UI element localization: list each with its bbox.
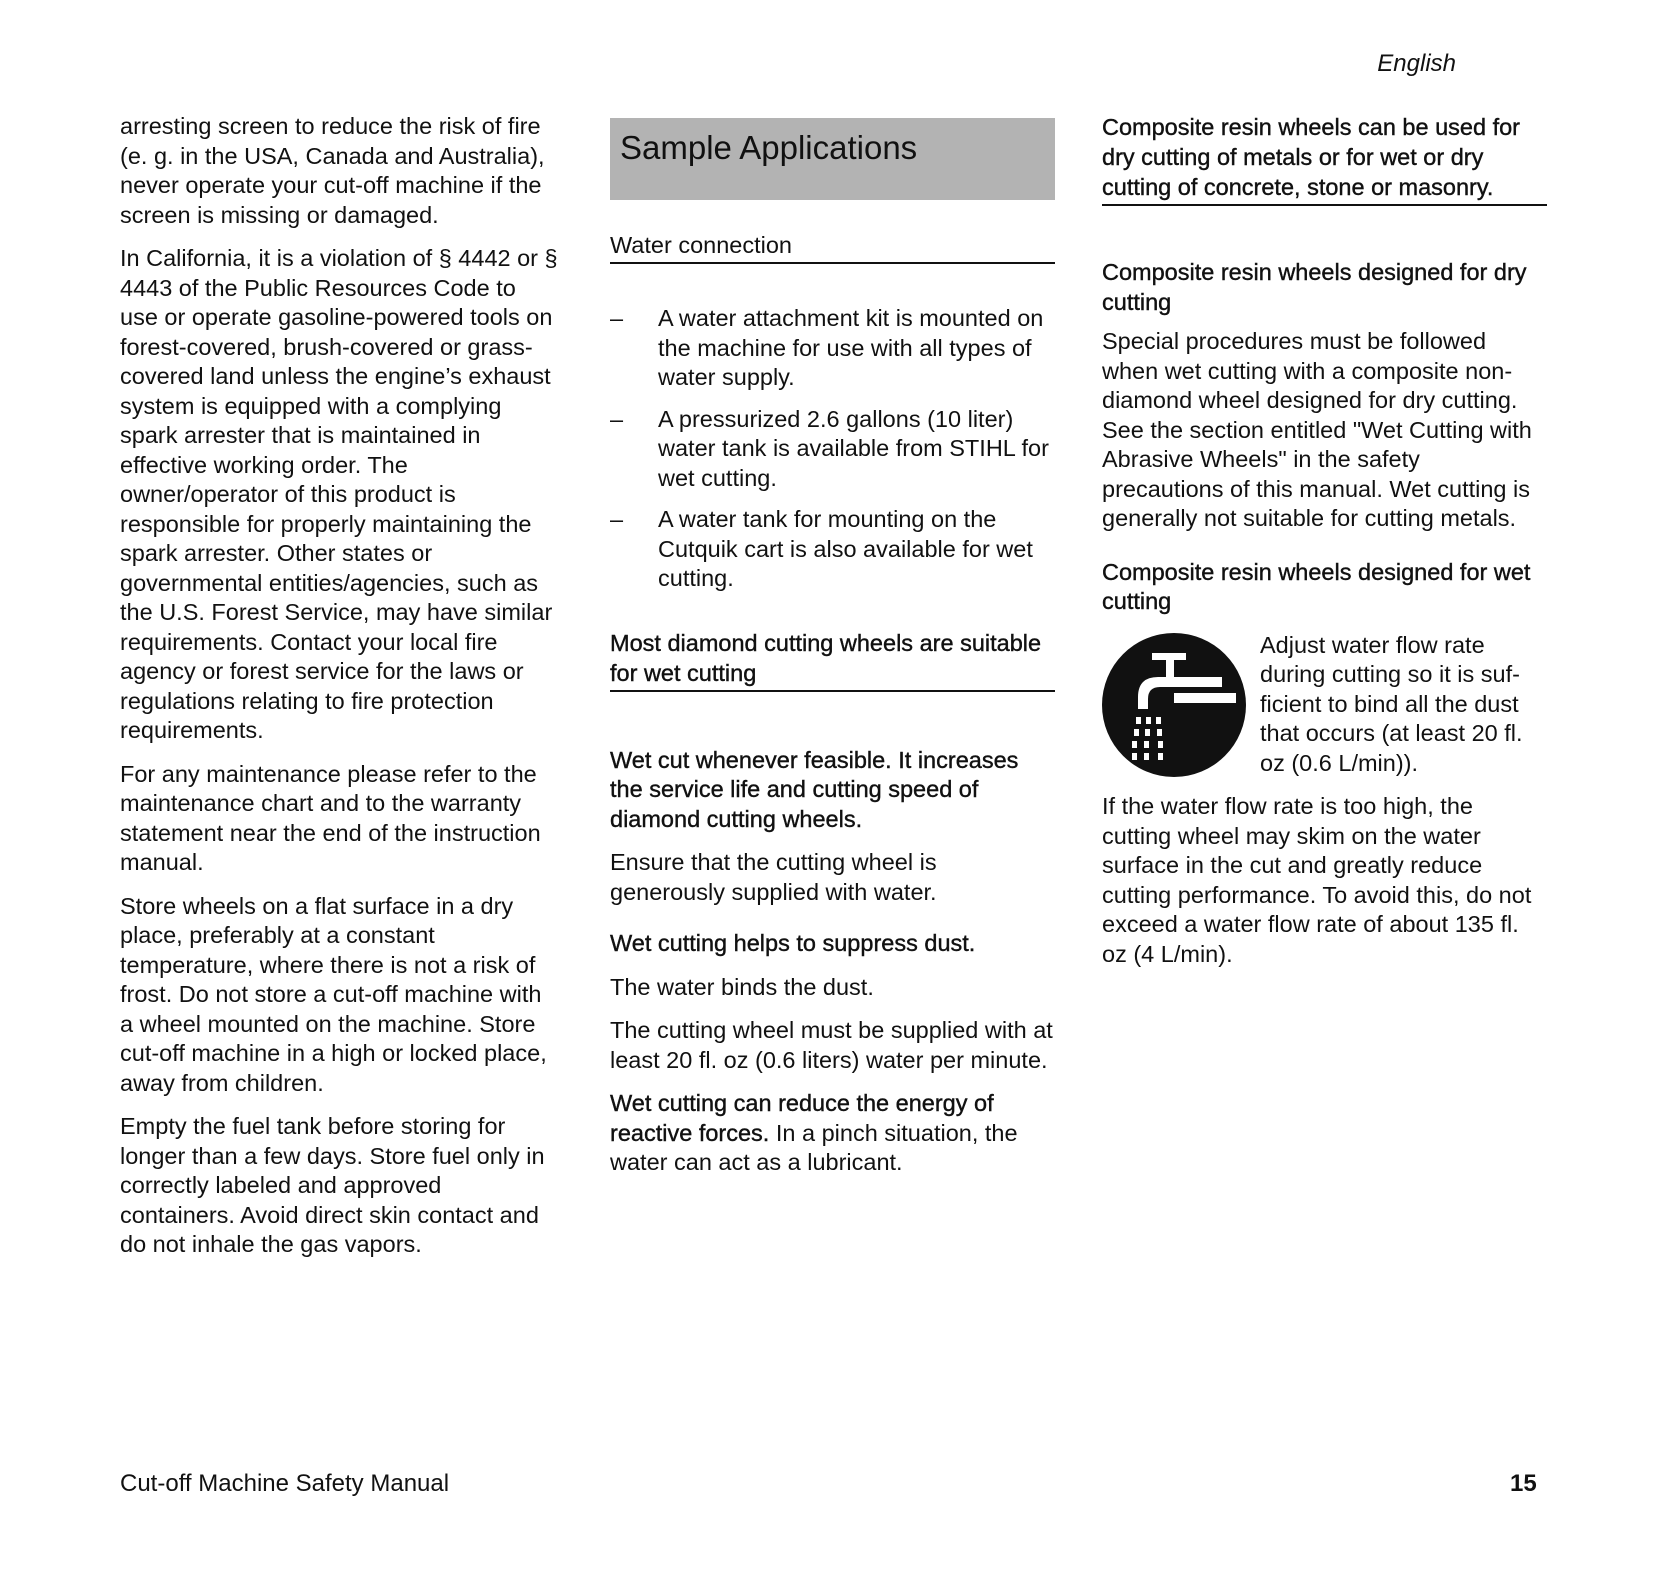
adjust-flow-text: Adjust water flow rate during cutting so it is suf-ficient to bind all the dust that occurs (at least 20 fl. oz (0.6 L/min)).	[1260, 631, 1523, 776]
language-label: English	[1377, 50, 1456, 77]
list-item	[610, 405, 1055, 494]
paragraph-store-wheels: Store wheels on a flat surface in a dry place, preferably at a constant temperature, where there is not a risk of frost. Do not store a cut-off machine with a wheel mounted on the machine. Store cut-off machine in a high or locked place, away from children.	[120, 892, 547, 1096]
reactive-rest-text: In a pinch situation, the water can act as a lubricant.	[610, 1119, 1018, 1175]
list-item	[610, 505, 1055, 594]
list-item-text: A water tank for mounting on the Cutquik cart is also available for wet cutting.	[658, 506, 1033, 591]
section-title: Sample Applications	[620, 129, 918, 166]
paragraph-screen: arresting screen to reduce the risk of fire (e. g. in the USA, Canada and Australia), never operate your cut-off machine if the screen is missing or damaged.	[120, 113, 545, 228]
water-flow-instruction	[1102, 631, 1547, 779]
column-middle	[610, 112, 1055, 1192]
flow-rate-text: If the water flow rate is too high, the cutting wheel may skim on the water surface in the cut and greatly reduce cutting performance. To avoid this, do not exceed a water flow rate of about 135 fl. oz (4 L/min).	[1102, 793, 1532, 967]
ensure-text: Ensure that the cutting wheel is generously supplied with water.	[610, 849, 937, 905]
bullet-marker: –	[610, 506, 624, 532]
list-item-text: A pressurized 2.6 gallons (10 liter) water tank is available from STIHL for wet cutting.	[658, 405, 1049, 491]
footer-title: Cut-off Machine Safety Manual	[120, 1470, 450, 1497]
paragraph-fuel: Empty the fuel tank before storing for longer than a few days. Store fuel only in correctly labeled and approved containers. Avoid direct skin contact and do not inhale the gas vapors.	[120, 1113, 545, 1257]
binds-dust-text: The water binds the dust.	[610, 973, 874, 1000]
paragraph-california: In California, it is a violation of § 4442 or § 4443 of the Public Resources Code to use or operate gasoline-powered tools on forest-covered, brush-covered or grass-covered land unless the engine’s exhaust system is equipped with a complying spark arrester that is maintained in effective working order. The owner/operator of this product is responsible for properly maintaining the spark arrester. Other states or governmental entities/agencies, such as the U.S. Forest Service, may have similar requirements. Contact your local fire agency or forest service for the laws or regulations relating to fire protection requirements.	[120, 245, 558, 743]
water-bullet-list	[610, 304, 1055, 594]
wet-cut-bold-text: Wet cut whenever feasible. It increases the service life and cutting speed of diamond cutting wheels.	[610, 746, 1019, 832]
wet-cutting-heading: Composite resin wheels designed for wet cutting	[1102, 558, 1531, 614]
section-banner	[610, 118, 1055, 200]
dry-cutting-heading: Composite resin wheels designed for dry cutting	[1102, 259, 1527, 315]
composite-heading: Composite resin wheels can be used for dry cutting of metals or for wet or dry cutting of concrete, stone or masonry.	[1102, 112, 1547, 206]
bullet-marker: –	[610, 305, 624, 331]
dust-bold-text: Wet cutting helps to suppress dust.	[610, 930, 976, 956]
water-connection-heading: Water connection	[610, 230, 1055, 264]
page-number: 15	[1510, 1470, 1537, 1497]
reactive-forces-text	[610, 1089, 1055, 1178]
dry-cutting-text: Special procedures must be followed when wet cutting with a composite non-diamond wheel designed for dry cutting. See the section entitled "Wet Cutting with Abrasive Wheels" in the safety precautions of this manual. Wet cutting is generally not suitable for cutting metals.	[1102, 328, 1532, 531]
bullet-marker: –	[610, 405, 624, 432]
reactive-bold-text: Wet cutting can reduce the energy of reactive forces.	[610, 1090, 994, 1146]
list-item-text: A water attachment kit is mounted on the machine for use with all types of water supply.	[658, 305, 1044, 390]
diamond-wheels-heading: Most diamond cutting wheels are suitable for wet cutting	[610, 628, 1055, 692]
supply-text: The cutting wheel must be supplied with at least 20 fl. oz (0.6 liters) water per minute.	[610, 1017, 1053, 1073]
water-tap-icon	[1102, 633, 1246, 777]
list-item	[610, 304, 1055, 393]
column-right	[1102, 112, 1547, 983]
column-left	[120, 112, 560, 1274]
paragraph-maintenance: For any maintenance please refer to the maintenance chart and to the warranty statement near the end of the instruction manual.	[120, 760, 541, 875]
